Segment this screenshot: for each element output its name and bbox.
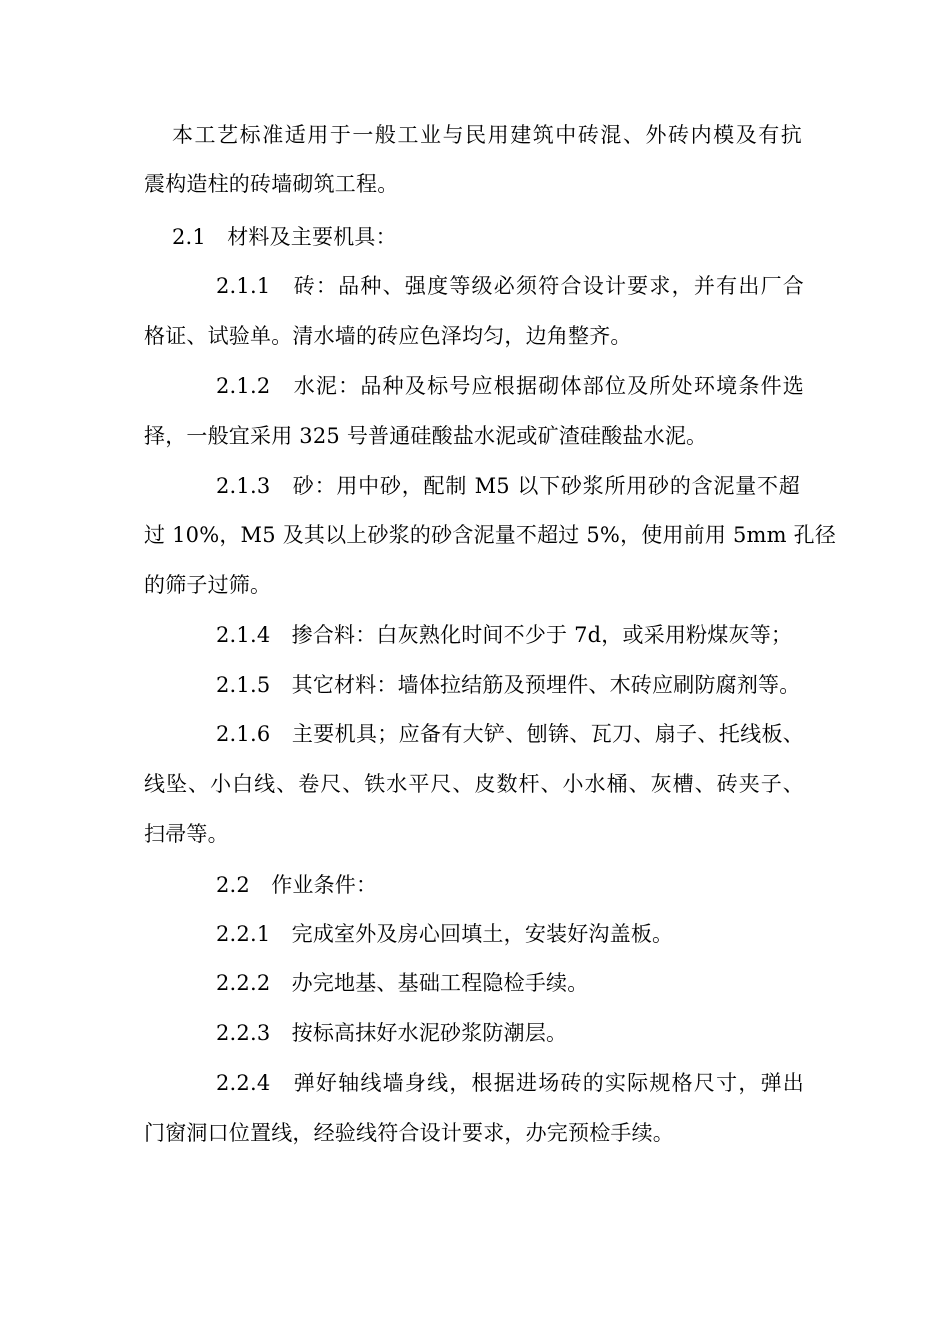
section-2-1-heading: 2.1 材料及主要机具： — [172, 225, 397, 249]
section-2-2-heading: 2.2 作业条件： — [216, 873, 378, 897]
intro-line-2: 震构造柱的砖墙砌筑工程。 — [144, 172, 399, 196]
item-2-2-4-line-1: 2.2.4 弹好轴线墙身线，根据进场砖的实际规格尺寸，弹出 — [216, 1071, 804, 1095]
item-2-1-1-line-1: 2.1.1 砖：品种、强度等级必须符合设计要求，并有出厂合 — [216, 274, 804, 298]
item-2-1-3-line-1: 2.1.3 砂：用中砂，配制 M5 以下砂浆所用砂的含泥量不超 — [216, 474, 800, 498]
item-2-1-4-line-1: 2.1.4 掺合料：白灰熟化时间不少于 7d，或采用粉煤灰等； — [216, 623, 793, 647]
item-2-1-2-line-1: 2.1.2 水泥：品种及标号应根据砌体部位及所处环境条件选 — [216, 374, 804, 398]
item-2-2-1-line-1: 2.2.1 完成室外及房心回填土，安装好沟盖板。 — [216, 922, 674, 946]
item-2-1-2-line-2: 择，一般宜采用 325 号普通硅酸盐水泥或矿渣硅酸盐水泥。 — [144, 424, 708, 448]
item-2-1-6-line-3: 扫帚等。 — [144, 822, 229, 846]
item-2-2-4-line-2: 门窗洞口位置线，经验线符合设计要求，办完预检手续。 — [144, 1121, 674, 1145]
item-2-1-3-line-2: 过 10%，M5 及其以上砂浆的砂含泥量不超过 5%，使用前用 5mm 孔径 — [144, 523, 837, 547]
item-2-1-3-line-3: 的筛子过筛。 — [144, 573, 272, 597]
item-2-1-5-line-1: 2.1.5 其它材料：墙体拉结筋及预埋件、木砖应刷防腐剂等。 — [216, 673, 801, 697]
item-2-1-1-line-2: 格证、试验单。清水墙的砖应色泽均匀，边角整齐。 — [144, 324, 632, 348]
item-2-1-6-line-2: 线坠、小白线、卷尺、铁水平尺、皮数杆、小水桶、灰槽、砖夹子、 — [144, 772, 804, 796]
item-2-2-3-line-1: 2.2.3 按标高抹好水泥砂浆防潮层。 — [216, 1021, 568, 1045]
item-2-2-2-line-1: 2.2.2 办完地基、基础工程隐检手续。 — [216, 971, 589, 995]
item-2-1-6-line-1: 2.1.6 主要机具；应备有大铲、刨锛、瓦刀、扇子、托线板、 — [216, 722, 804, 746]
intro-line-1: 本工艺标准适用于一般工业与民用建筑中砖混、外砖内模及有抗 — [172, 123, 802, 147]
